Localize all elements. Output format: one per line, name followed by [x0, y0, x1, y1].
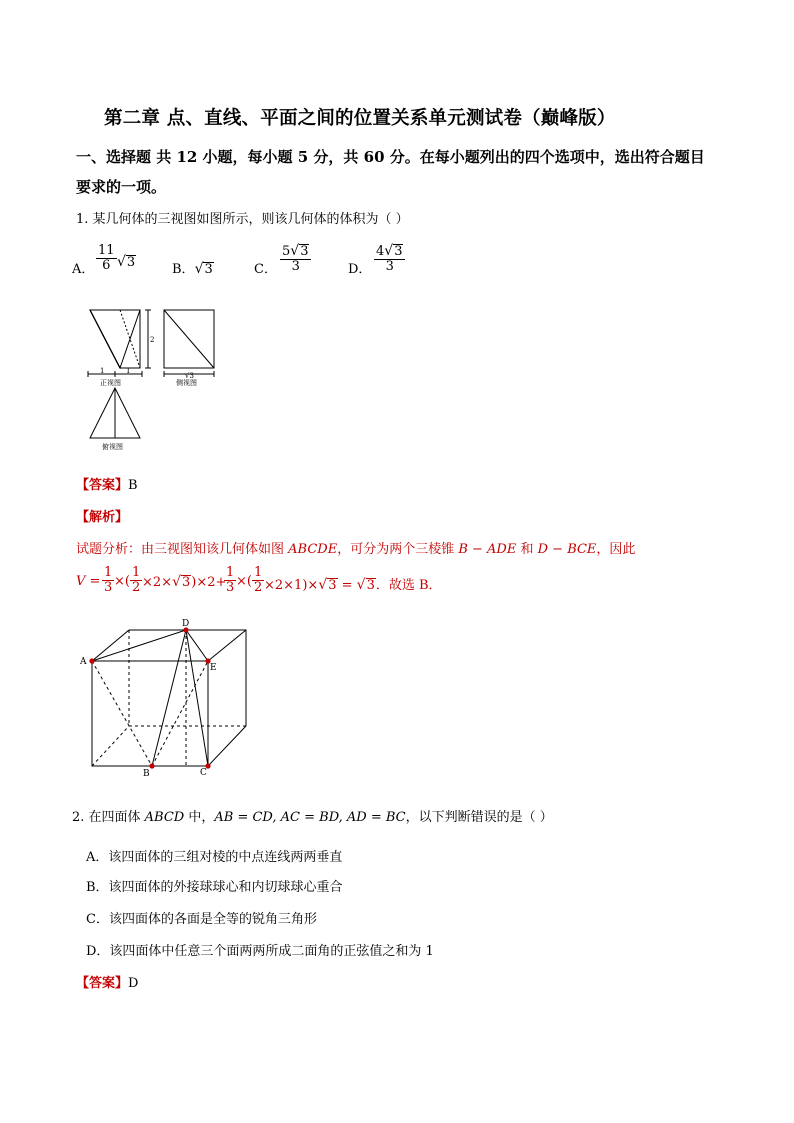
q1-stem: 1. 某几何体的三视图如图所示，则该几何体的体积为（ ） — [76, 212, 409, 227]
q1-analysis-line1: 试题分析：由三视图知该几何体如图 ABCDE，可分为两个三棱锥 B − ADE 和 D − BCE，因此 — [76, 542, 636, 557]
label-d: D — [182, 619, 190, 629]
q2-stem: 2. 在四面体 ABCD 中，AB = CD, AC = BD, AD = BC，以下判断错误的是（ ） — [72, 810, 553, 825]
section-heading-line2: 要求的一项。 — [76, 178, 167, 196]
q1-option-a: A． $\frac{11}{6}$ √3 — [72, 243, 136, 277]
three-view-figure — [84, 304, 234, 454]
section-heading-line1: 一、选择题 共 12 小题，每小题 5 分，共 60 分。在每小题列出的四个选项中，选出符合题目 — [76, 148, 705, 166]
side-view-label: 侧视图 — [176, 379, 197, 387]
point-a — [89, 658, 94, 663]
label-e: E — [210, 663, 217, 673]
q1-option-c: C． $\frac{5√3}{3}$ — [254, 244, 277, 263]
top-view-label: 俯视图 — [102, 443, 123, 451]
cube-figure — [76, 616, 256, 782]
front-width-1-label: 1 — [100, 367, 105, 375]
q2-option-d: D．该四面体中任意三个面两两所成二面角的正弦值之和为 1 — [86, 944, 434, 959]
label-a: A — [80, 657, 87, 667]
q2-option-c: C．该四面体的各面是全等的锐角三角形 — [86, 912, 317, 927]
q2-option-b: B．该四面体的外接球球心和内切球球心重合 — [86, 880, 343, 895]
front-width-2-label: 1 — [126, 367, 131, 375]
q1-answer: 【答案】B — [76, 478, 138, 493]
front-view-label: 正视图 — [100, 379, 121, 387]
page-title: 第二章 点、直线、平面之间的位置关系单元测试卷（巅峰版） — [104, 108, 616, 129]
side-width-label: √3 — [185, 372, 194, 380]
q1-option-d: D． $\frac{4√3}{3}$ — [348, 244, 371, 263]
point-b — [149, 763, 154, 768]
label-b: B — [143, 769, 150, 779]
q2-option-a: A．该四面体的三组对棱的中点连线两两垂直 — [86, 850, 343, 865]
q2-answer: 【答案】D — [76, 976, 139, 991]
q1-option-b: B．√3 — [172, 261, 213, 277]
front-height-label: 2 — [150, 336, 155, 344]
q1-analysis-tag: 【解析】 — [76, 510, 129, 525]
label-c: C — [200, 768, 207, 778]
